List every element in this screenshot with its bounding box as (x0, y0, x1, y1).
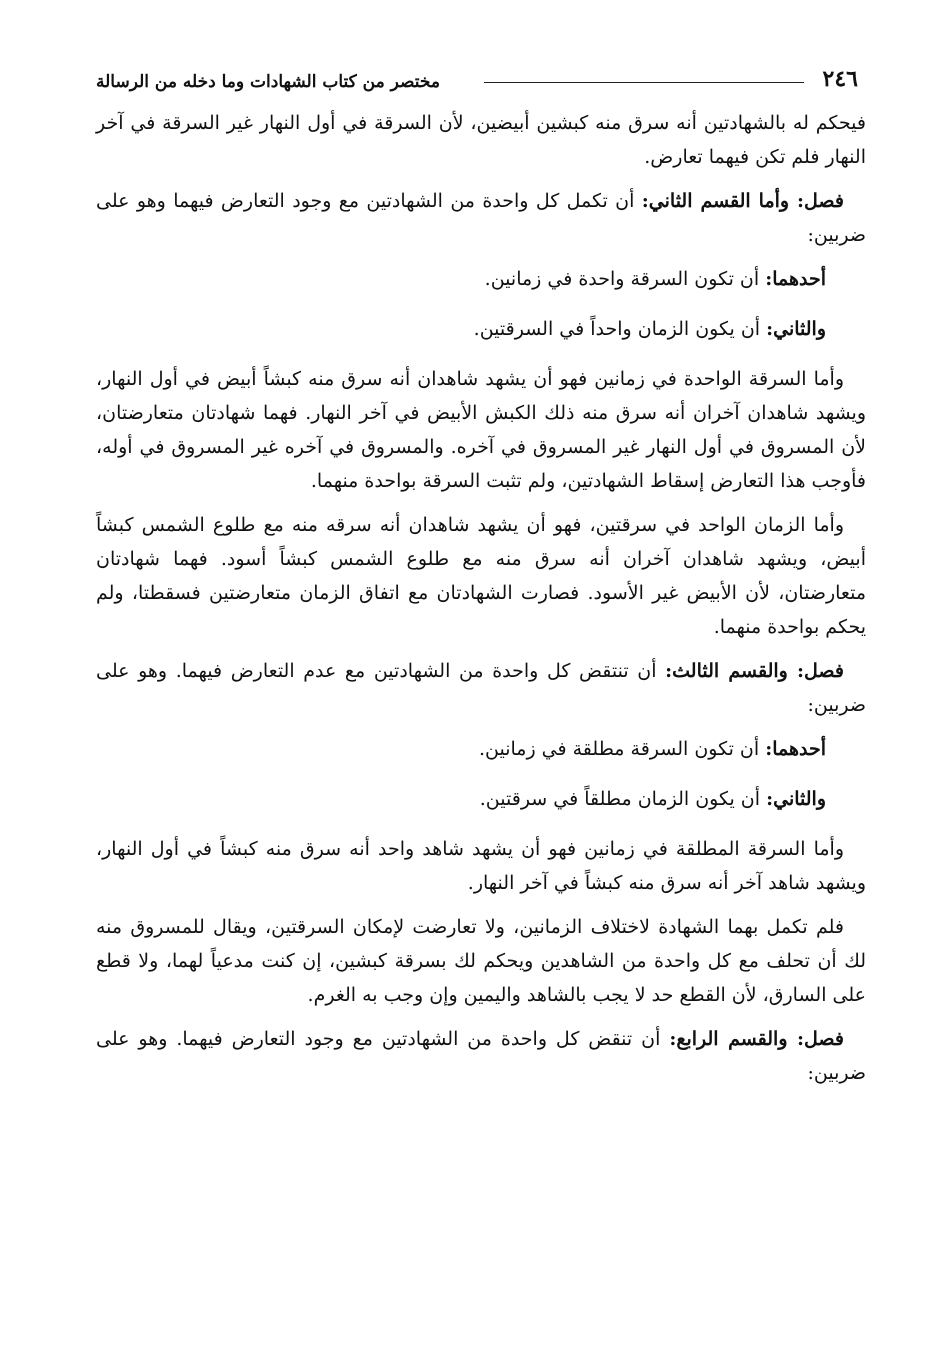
section-label: فصل: وأما القسم الثاني: (641, 190, 844, 212)
paragraph-text: وأما السرقة الواحدة في زمانين فهو أن يشهد شاهدان أنه سرق منه كبشاً أبيض في أول النهار، ويشهد شاهدان آخران أنه سرق منه ذلك الكبش الأبيض في آخر النهار. فهما شهادتان متعارضتان، لأن المسروق في أول النهار غير المسروق في آخره. والمسروق في آخره غير المسروق في أوله، فأوجب هذا التعارض إسقاط الشهادتين، ولم تثبت السرقة بواحدة منهما. (96, 368, 866, 492)
paragraph (96, 106, 866, 174)
item-label: والثاني: (766, 788, 826, 810)
running-title: مختصر من كتاب الشهادات وما دخله من الرسالة (96, 72, 440, 92)
section-paragraph (96, 1022, 866, 1090)
paragraph-text: فلم تكمل بهما الشهادة لاختلاف الزمانين، ولا تعارضت لإمكان السرقتين، ويقال للمسروق منه لك أن تحلف مع كل واحدة من الشاهدين ويحكم لك بسرقة كبشين، إن كنت مدعياً لهما، ولا قطع على السارق، لأن القطع حد لا يجب بالشاهد واليمين وإن وجب به الغرم. (96, 916, 866, 1006)
paragraph-text: فيحكم له بالشهادتين أنه سرق منه كبشين أبيضين، لأن السرقة في أول النهار غير السرقة في آخر النهار فلم تكن فيهما تعارض. (96, 112, 866, 168)
section-label: فصل: والقسم الثالث: (665, 660, 844, 682)
item-label: والثاني: (766, 318, 826, 340)
item-text: أن يكون الزمان واحداً في السرقتين. (473, 318, 761, 340)
item-text: أن تكون السرقة واحدة في زمانين. (484, 268, 760, 290)
section-paragraph (96, 654, 866, 722)
section-label: فصل: والقسم الرابع: (669, 1028, 844, 1050)
paragraph-text: أن تنتقض كل واحدة من الشهادتين مع عدم التعارض فيهما. وهو على ضربين: (96, 660, 866, 716)
sub-item (96, 312, 866, 346)
paragraph-text: وأما الزمان الواحد في سرقتين، فهو أن يشهد شاهدان أنه سرقه منه مع طلوع الشمس كبشاً أبيض، ويشهد شاهدان آخران أنه سرق منه مع طلوع الشمس كبشاً أسود. فهما شهادتان متعارضتان، لأن الأبيض غير الأسود. فصارت الشهادتان مع اتفاق الزمان متعارضتين فسقطتا، ولم يحكم بواحدة منهما. (96, 514, 866, 638)
item-text: أن يكون الزمان مطلقاً في سرقتين. (479, 788, 761, 810)
item-label: أحدهما: (765, 268, 826, 290)
item-text: أن تكون السرقة مطلقة في زمانين. (478, 738, 760, 760)
page-body (96, 106, 866, 1090)
paragraph (96, 508, 866, 644)
header-rule (484, 82, 804, 83)
sub-item (96, 782, 866, 816)
sub-item (96, 262, 866, 296)
page (96, 66, 866, 1100)
paragraph-text: أن تكمل كل واحدة من الشهادتين مع وجود التعارض فيهما وهو على ضربين: (96, 190, 866, 246)
paragraph-text: أن تنقض كل واحدة من الشهادتين مع وجود التعارض فيهما. وهو على ضربين: (96, 1028, 866, 1084)
page-header (96, 66, 866, 106)
page-number: ٢٤٦ (822, 66, 858, 92)
sub-item (96, 732, 866, 766)
item-label: أحدهما: (765, 738, 826, 760)
paragraph-text: وأما السرقة المطلقة في زمانين فهو أن يشهد شاهد واحد أنه سرق منه كبشاً في أول النهار، ويشهد شاهد آخر أنه سرق منه كبشاً في آخر النهار. (96, 838, 866, 894)
paragraph (96, 910, 866, 1012)
paragraph (96, 832, 866, 900)
section-paragraph (96, 184, 866, 252)
paragraph (96, 362, 866, 498)
